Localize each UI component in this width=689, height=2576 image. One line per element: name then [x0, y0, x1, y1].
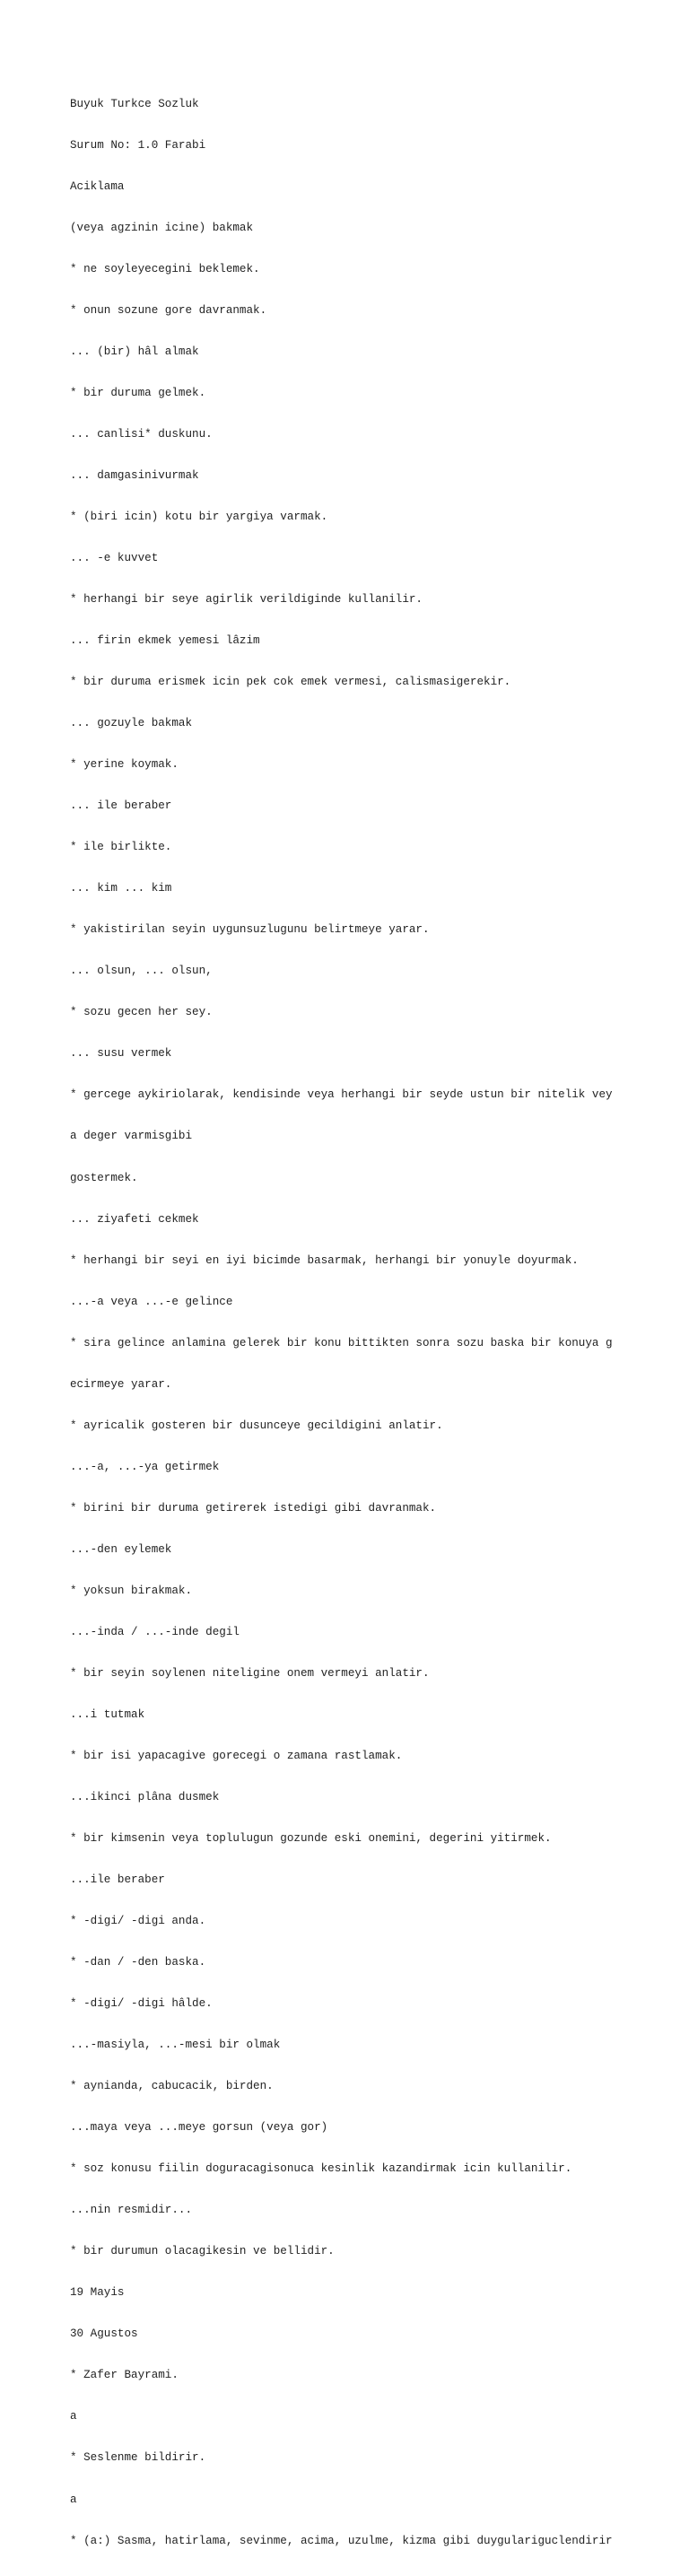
entry-term: ... kim ... kim	[70, 882, 172, 895]
entry-term: 19 Mayis	[70, 2286, 125, 2300]
entry-term: ...maya veya ...meye gorsun (veya gor)	[70, 2121, 328, 2135]
entry-term: ... gozuyle bakmak	[70, 717, 193, 730]
entry-definition: * -digi/ -digi hâlde.	[70, 1997, 213, 2011]
version-line: Surum No: 1.0 Farabi	[70, 138, 206, 152]
entry-term: ... ziyafeti cekmek	[70, 1212, 199, 1226]
entry-definition: * bir isi yapacagive gorecegi o zamana rastlamak.	[70, 1749, 403, 1762]
entry-term: ... ile beraber	[70, 799, 172, 813]
entry-definition: * Seslenme bildirir.	[70, 2451, 206, 2465]
entry-definition: * yerine koymak.	[70, 758, 179, 772]
dictionary-text	[70, 70, 680, 2576]
entry-term: 30 Agustos	[70, 2327, 138, 2341]
entry-term: a	[70, 2493, 77, 2506]
entry-definition: * birini bir duruma getirerek istedigi gibi davranmak.	[70, 1501, 437, 1515]
entry-term: ...-den eylemek	[70, 1542, 172, 1556]
entry-definition: * herhangi bir seyi en iyi bicimde basarmak, herhangi bir yonuyle doyurmak.	[70, 1253, 579, 1267]
entry-definition-continued: a deger varmisgibi	[70, 1130, 193, 1143]
entry-term: a	[70, 2410, 77, 2423]
entry-term: ... canlisi* duskunu.	[70, 427, 213, 441]
entry-term: ...-inda / ...-inde degil	[70, 1625, 240, 1638]
entry-definition: * -dan / -den baska.	[70, 1956, 206, 1969]
entry-definition: * Zafer Bayrami.	[70, 2369, 179, 2382]
entry-definition: * onun sozune gore davranmak.	[70, 303, 267, 317]
entry-definition: * sira gelince anlamina gelerek bir konu bittikten sonra sozu baska bir konuya g	[70, 1336, 613, 1349]
entry-definition: * aynianda, cabucacik, birden.	[70, 2080, 274, 2093]
entry-term: ...ikinci plâna dusmek	[70, 1790, 220, 1803]
entry-term: ... -e kuvvet	[70, 552, 159, 565]
entry-term: ...nin resmidir...	[70, 2204, 193, 2217]
entry-definition: * yakistirilan seyin uygunsuzlugunu belirtmeye yarar.	[70, 923, 430, 937]
section-heading: Aciklama	[70, 179, 125, 193]
entry-term: ... damgasinivurmak	[70, 468, 199, 482]
document-title: Buyuk Turkce Sozluk	[70, 97, 199, 110]
entry-term: ... olsun, ... olsun,	[70, 965, 213, 978]
entry-term: (veya agzinin icine) bakmak	[70, 221, 254, 234]
entry-definition: * ayricalik gosteren bir dusunceye gecildigini anlatir.	[70, 1419, 443, 1432]
entry-definition: * ne soyleyecegini beklemek.	[70, 262, 260, 275]
entry-term: ... susu vermek	[70, 1047, 172, 1061]
entry-term: ...ile beraber	[70, 1873, 165, 1887]
entry-definition: * sozu gecen her sey.	[70, 1006, 213, 1019]
entry-term: ...-a veya ...-e gelince	[70, 1295, 233, 1308]
entry-definition: * bir duruma gelmek.	[70, 386, 206, 399]
entry-term: ... (bir) hâl almak	[70, 345, 199, 358]
entry-definition: * bir duruma erismek icin pek cok emek vermesi, calismasigerekir.	[70, 676, 511, 689]
entry-definition: * bir kimsenin veya toplulugun gozunde eski onemini, degerini yitirmek.	[70, 1832, 552, 1845]
entry-definition-continued: ecirmeye yarar.	[70, 1377, 172, 1391]
entry-definition: * gercege aykiriolarak, kendisinde veya herhangi bir seyde ustun bir nitelik vey	[70, 1088, 613, 1102]
entry-definition: * yoksun birakmak.	[70, 1584, 193, 1597]
entry-term: ... firin ekmek yemesi lâzim	[70, 634, 260, 648]
entry-term: ...-a, ...-ya getirmek	[70, 1460, 220, 1473]
entry-definition-continued: gostermek.	[70, 1171, 138, 1184]
entry-definition: * -digi/ -digi anda.	[70, 1915, 206, 1928]
entry-definition: * soz konusu fiilin doguracagisonuca kesinlik kazandirmak icin kullanilir.	[70, 2162, 572, 2176]
entry-term: ...-masiyla, ...-mesi bir olmak	[70, 2039, 281, 2052]
entry-term: ...i tutmak	[70, 1707, 145, 1721]
entry-definition: * ile birlikte.	[70, 841, 172, 854]
entry-definition: * (a:) Sasma, hatirlama, sevinme, acima, uzulme, kizma gibi duygulariguclendirir	[70, 2534, 613, 2547]
entry-definition: * herhangi bir seye agirlik verildiginde kullanilir.	[70, 593, 423, 607]
entry-definition: * bir durumun olacagikesin ve bellidir.	[70, 2245, 335, 2258]
entry-definition: * (biri icin) kotu bir yargiya varmak.	[70, 511, 328, 523]
entry-definition: * bir seyin soylenen niteligine onem vermeyi anlatir.	[70, 1666, 430, 1680]
